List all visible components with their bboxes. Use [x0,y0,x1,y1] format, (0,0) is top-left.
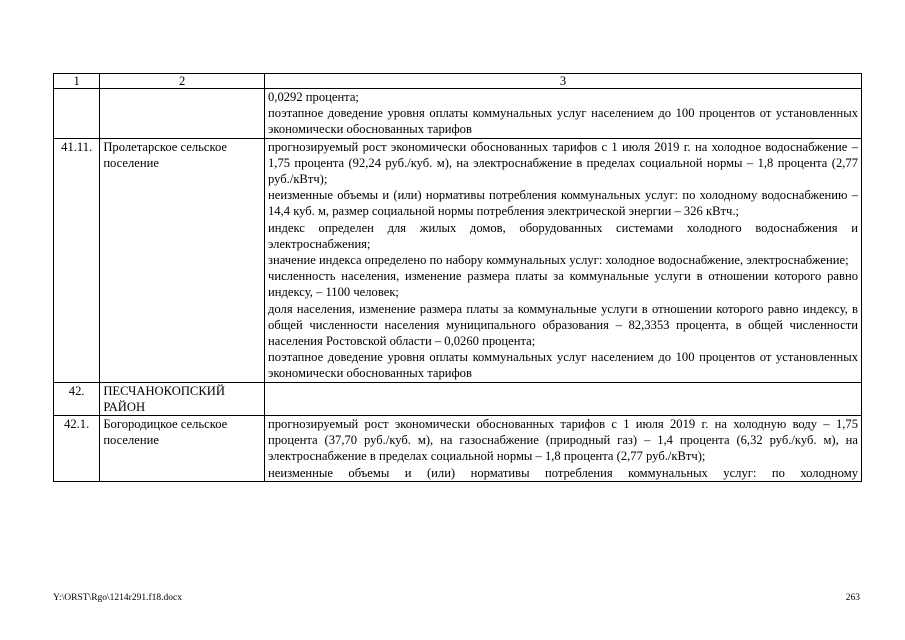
row-description [265,138,862,382]
description-paragraph: доля населения, изменение размера платы за коммунальные услуги в отношении которого равно индексу, в общей численности населения муниципального образования – 82,3353 процента, в общей численности населения Ростовской области – 0,0260 процента; [268,301,858,349]
tariff-table [53,73,862,482]
table-header-row [54,74,862,89]
description-paragraph: прогнозируемый рост экономически обоснованных тарифов с 1 июля 2019 г. на холодное водоснабжение – 1,75 процента (92,24 руб./куб. м), на электроснабжение в пределах социальной нормы – 1,8 процента (2,77 руб./кВтч); [268,139,858,187]
row-number [54,89,100,139]
table-row [54,382,862,415]
description-paragraph: поэтапное доведение уровня оплаты коммунальных услуг населением до 100 процентов от установленных экономически обоснованных тарифов [268,106,858,137]
table-row [54,89,862,139]
row-number: 41.11. [54,138,100,382]
description-paragraph: 0,0292 процента; [268,90,359,104]
description-paragraph: индекс определен для жилых домов, оборудованных системами холодного водоснабжения и электроснабжения; [268,220,858,251]
header-cell: 3 [265,74,862,89]
description-paragraph: неизменные объемы и (или) нормативы потребления коммунальных услуг: по холодному [268,465,858,480]
table-row [54,138,862,382]
description-paragraph: прогнозируемый рост экономически обоснованных тарифов с 1 июля 2019 г. на холодную воду – 1,75 процента (37,70 руб./куб. м), на газоснабжение (природный газ) – 1,4 процента (6,32 руб./куб. м), на электроснабжение в пределах социальной нормы – 1,8 процента (2,77 руб./кВтч); [268,417,858,464]
settlement-name: Пролетарское сельское поселение [100,138,265,382]
district-name: ПЕСЧАНОКОПСКИЙ РАЙОН [100,382,265,415]
row-number: 42. [54,382,100,415]
settlement-name: Богородицкое сельское поселение [100,416,265,482]
description-paragraph: численность населения, изменение размера платы за коммунальные услуги в отношении которого равно индексу, – 1100 человек; [268,269,858,300]
row-description [265,416,862,482]
table-row [54,416,862,482]
row-description [265,382,862,415]
page-number: 263 [845,593,860,603]
row-description [265,89,862,139]
header-cell: 2 [100,74,265,89]
description-paragraph: поэтапное доведение уровня оплаты коммунальных услуг населением до 100 процентов от установленных экономически обоснованных тарифов [268,350,858,381]
header-cell: 1 [54,74,100,89]
footer-file-path: Y:\ORST\Rgo\1214r291.f18.docx [53,593,182,603]
description-paragraph: неизменные объемы и (или) нормативы потребления коммунальных услуг: по холодному водоснабжению – 14,4 куб. м, размер социальной нормы потребления электрической энергии – 326 кВтч.; [268,188,858,219]
description-paragraph: значение индекса определено по набору коммунальных услуг: холодное водоснабжение, электроснабжение; [268,253,849,268]
settlement-name [100,89,265,139]
row-number: 42.1. [54,416,100,482]
